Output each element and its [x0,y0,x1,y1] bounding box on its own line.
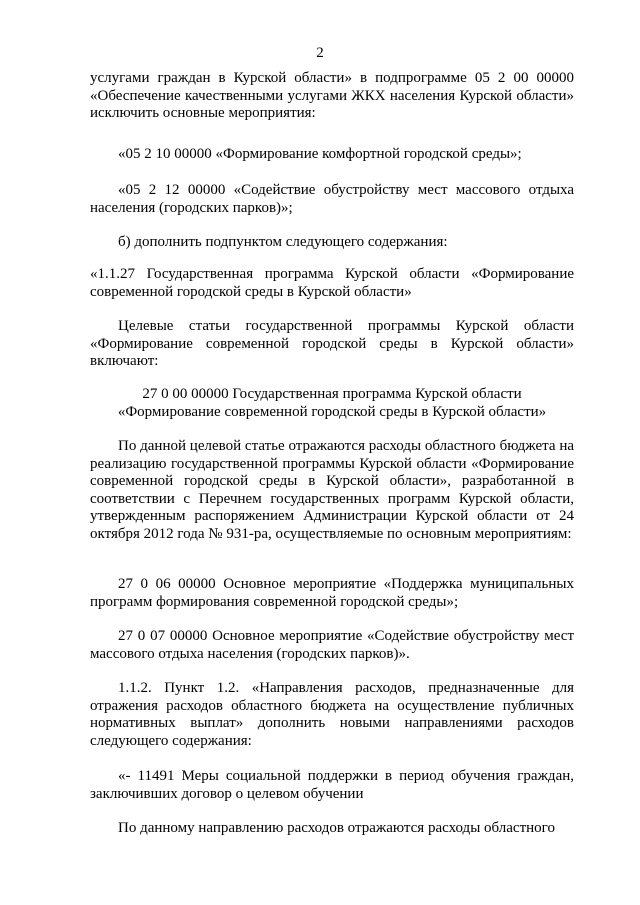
paragraph-code-11491: «- 11491 Меры социальной поддержки в период обучения граждан, заключивших договор о целевом обучении [90,768,574,802]
paragraph-program-code-line2: «Формирование современной городской среды в Курской области» [117,403,547,420]
paragraph-measure-05-2-12: «05 2 12 00000 «Содействие обустройству мест массового отдыха населения (городских парков)»; [90,182,574,216]
paragraph-subitem-1-1-27: «1.1.27 Государственная программа Курской области «Формирование современной городской среды в Курской области» [90,266,574,300]
paragraph-target-articles: Целевые статьи государственной программы Курской области «Формирование современной городской среды в Курской области» включают: [90,318,574,369]
paragraph-measure-05-2-10: «05 2 10 00000 «Формирование комфортной городской среды»; [118,146,522,162]
paragraph-add-subitem: б) дополнить подпунктом следующего содержания: [118,234,448,250]
paragraph-item-1-1-2: 1.1.2. Пункт 1.2. «Направления расходов, предназначенные для отражения расходов областного бюджета на осуществление публичных нормативных выплат» дополнить новыми направлениями расходов следующего содержания: [90,680,574,749]
paragraph-expense-description: По данной целевой статье отражаются расходы областного бюджета на реализацию государственной программы Курской области «Формирование современной городской среды в Курской области», разработанной в соответствии с Перечнем государственных программ Курской области, утвержденным распоряжением Администрации Курской области от 24 октября 2012 года № 931-ра, осуществляемые по основным мероприятиям: [90,438,574,542]
paragraph-measure-27-0-06: 27 0 06 00000 Основное мероприятие «Поддержка муниципальных программ формирования современной городской среды»; [90,576,574,610]
paragraph-measure-27-0-07: 27 0 07 00000 Основное мероприятие «Содействие обустройству мест массового отдыха населения (городских парков)». [90,628,574,662]
paragraph-program-code-line1: 27 0 00 00000 Государственная программа Курской области [142,386,522,402]
paragraph-exclude-measures: услугами граждан в Курской области» в подпрограмме 05 2 00 00000 «Обеспечение качественными услугами ЖКХ населения Курской области» исключить основные мероприятия: [90,70,574,121]
paragraph-expense-direction: По данному направлению расходов отражаются расходы областного [118,820,555,836]
page-number: 2 [316,45,324,61]
